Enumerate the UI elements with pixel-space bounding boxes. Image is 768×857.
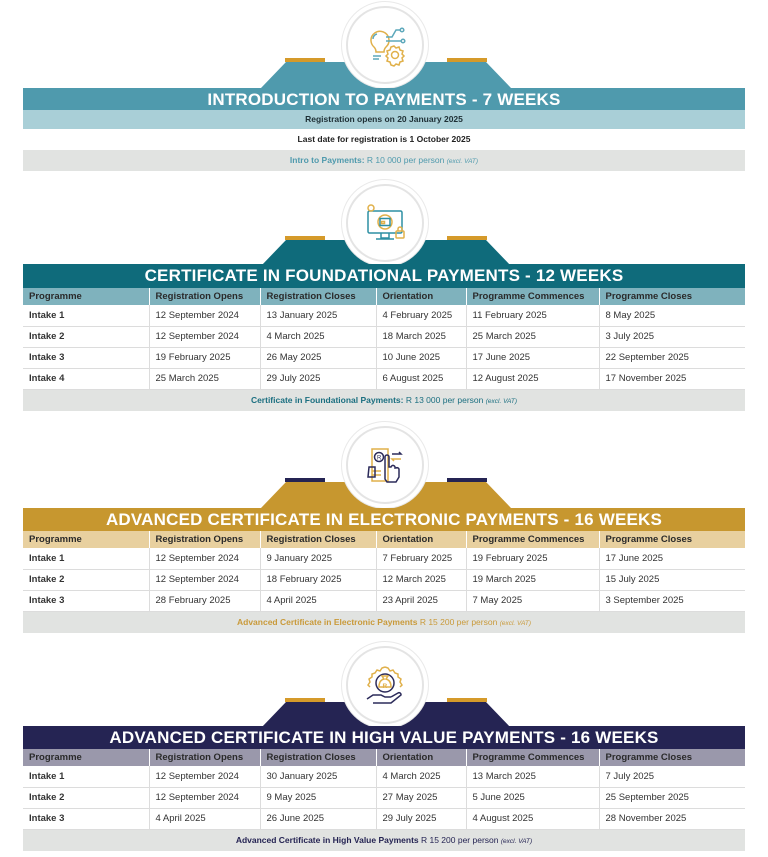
intro-price [23, 150, 745, 171]
cell-registration-opens: 19 February 2025 [149, 347, 260, 368]
col-header-registration-closes: Registration Closes [260, 531, 376, 548]
cell-programme-commences: 5 June 2025 [466, 787, 599, 808]
cell-programme-closes: 3 July 2025 [599, 326, 745, 347]
col-header-registration-opens: Registration Opens [149, 531, 260, 548]
cell-registration-closes: 18 February 2025 [260, 569, 376, 590]
cell-programme-closes: 15 July 2025 [599, 569, 745, 590]
highvalue-price-note: (excl. VAT) [500, 838, 533, 845]
svg-text:R: R [377, 455, 382, 462]
cell-registration-closes: 4 April 2025 [260, 590, 376, 611]
cell-registration-closes: 13 January 2025 [260, 305, 376, 326]
table-row [23, 305, 745, 326]
cell-orientation: 29 July 2025 [376, 808, 466, 829]
highvalue-table [23, 749, 745, 830]
highvalue-price-value: R 15 200 per person [418, 835, 501, 845]
cell-registration-opens: 12 September 2024 [149, 548, 260, 569]
col-header-programme: Programme [23, 749, 149, 766]
cell-programme: Intake 2 [23, 787, 149, 808]
cell-programme: Intake 4 [23, 368, 149, 389]
cell-programme-closes: 17 November 2025 [599, 368, 745, 389]
highvalue-price-label: Advanced Certificate in High Value Payments [235, 835, 419, 845]
table-row [23, 548, 745, 569]
cell-programme-closes: 3 September 2025 [599, 590, 745, 611]
svg-text:R: R [382, 683, 388, 690]
cell-programme: Intake 3 [23, 808, 149, 829]
col-header-orientation: Orientation [376, 749, 466, 766]
cell-registration-opens: 28 February 2025 [149, 590, 260, 611]
intro-price-value: R 10 000 per person [364, 155, 447, 165]
cell-programme-closes: 8 May 2025 [599, 305, 745, 326]
cell-programme: Intake 1 [23, 766, 149, 787]
cell-orientation: 6 August 2025 [376, 368, 466, 389]
cell-orientation: 4 February 2025 [376, 305, 466, 326]
table-header-row [23, 288, 745, 305]
table-row [23, 326, 745, 347]
table-row [23, 808, 745, 829]
cell-orientation: 23 April 2025 [376, 590, 466, 611]
col-header-programme-commences: Programme Commences [466, 288, 599, 305]
col-header-registration-closes: Registration Closes [260, 288, 376, 305]
cell-programme: Intake 3 [23, 590, 149, 611]
electronic-price-value: R 15 200 per person [417, 617, 500, 627]
electronic-price-note: (excl. VAT) [499, 620, 531, 627]
cell-programme-commences: 13 March 2025 [466, 766, 599, 787]
hand-tap-payment-icon [346, 426, 424, 504]
cell-programme: Intake 1 [23, 305, 149, 326]
intro-price-note: (excl. VAT) [446, 158, 479, 165]
foundational-section [23, 180, 745, 415]
electronic-section [23, 420, 745, 635]
table-header-row [23, 749, 745, 766]
table-row [23, 569, 745, 590]
col-header-registration-opens: Registration Opens [149, 749, 260, 766]
table-row [23, 590, 745, 611]
cell-programme: Intake 2 [23, 569, 149, 590]
lightbulb-gear-icon [346, 6, 424, 84]
cell-registration-opens: 12 September 2024 [149, 326, 260, 347]
hand-moneybag-gear-icon [346, 646, 424, 724]
cell-programme-closes: 25 September 2025 [599, 787, 745, 808]
cell-programme-closes: 7 July 2025 [599, 766, 745, 787]
col-header-registration-opens: Registration Opens [149, 288, 260, 305]
cell-registration-closes: 9 May 2025 [260, 787, 376, 808]
cell-orientation: 12 March 2025 [376, 569, 466, 590]
table-header-row [23, 531, 745, 548]
col-header-orientation: Orientation [376, 531, 466, 548]
electronic-table [23, 531, 745, 612]
cell-registration-closes: 29 July 2025 [260, 368, 376, 389]
electronic-price-label: Advanced Certificate in Electronic Payments [237, 617, 418, 627]
col-header-programme-commences: Programme Commences [466, 531, 599, 548]
table-row [23, 368, 745, 389]
cell-registration-closes: 30 January 2025 [260, 766, 376, 787]
cell-registration-closes: 9 January 2025 [260, 548, 376, 569]
table-row [23, 787, 745, 808]
cell-programme-commences: 19 February 2025 [466, 548, 599, 569]
intro-registration-opens: Registration opens on 20 January 2025 [23, 110, 745, 129]
cell-programme-commences: 25 March 2025 [466, 326, 599, 347]
col-header-programme-commences: Programme Commences [466, 749, 599, 766]
intro-title: INTRODUCTION TO PAYMENTS - 7 WEEKS [23, 88, 745, 112]
table-row [23, 347, 745, 368]
col-header-programme: Programme [23, 288, 149, 305]
cell-programme-commences: 11 February 2025 [466, 305, 599, 326]
cell-registration-closes: 26 May 2025 [260, 347, 376, 368]
cell-orientation: 27 May 2025 [376, 787, 466, 808]
cell-programme-commences: 19 March 2025 [466, 569, 599, 590]
table-row [23, 766, 745, 787]
cell-registration-opens: 12 September 2024 [149, 569, 260, 590]
cell-registration-closes: 4 March 2025 [260, 326, 376, 347]
foundational-price [23, 390, 745, 411]
col-header-programme-closes: Programme Closes [605, 534, 693, 545]
cell-programme-commences: 4 August 2025 [466, 808, 599, 829]
foundational-table [23, 288, 745, 390]
cell-programme-commences: 7 May 2025 [466, 590, 599, 611]
cell-programme-commences: 17 June 2025 [466, 347, 599, 368]
highvalue-section [23, 640, 745, 855]
cell-orientation: 7 February 2025 [376, 548, 466, 569]
cell-registration-opens: 25 March 2025 [149, 368, 260, 389]
cell-registration-opens: 12 September 2024 [149, 787, 260, 808]
highvalue-title: ADVANCED CERTIFICATE IN HIGH VALUE PAYMENTS - 16 WEEKS [23, 726, 745, 750]
electronic-title: ADVANCED CERTIFICATE IN ELECTRONIC PAYMENTS - 16 WEEKS [23, 508, 745, 532]
cell-registration-opens: 12 September 2024 [149, 766, 260, 787]
cell-programme: Intake 3 [23, 347, 149, 368]
highvalue-price [23, 830, 745, 851]
cell-registration-opens: 4 April 2025 [149, 808, 260, 829]
foundational-price-value: R 13 000 per person [403, 395, 486, 405]
intro-last-date: Last date for registration is 1 October 2025 [23, 129, 745, 150]
cell-programme: Intake 2 [23, 326, 149, 347]
computer-card-lock-icon [346, 184, 424, 262]
foundational-price-label: Certificate in Foundational Payments: [250, 395, 404, 405]
cell-programme-commences: 12 August 2025 [466, 368, 599, 389]
cell-orientation: 10 June 2025 [376, 347, 466, 368]
cell-programme-closes: 22 September 2025 [599, 347, 745, 368]
cell-registration-opens: 12 September 2024 [149, 305, 260, 326]
cell-programme-closes: 28 November 2025 [599, 808, 745, 829]
col-header-programme: Programme [23, 531, 149, 548]
cell-registration-closes: 26 June 2025 [260, 808, 376, 829]
cell-programme: Intake 1 [23, 548, 149, 569]
col-header-registration-closes: Registration Closes [260, 749, 376, 766]
col-header-programme-closes: Programme Closes [605, 752, 693, 763]
electronic-price [23, 612, 745, 633]
col-header-programme-closes: Programme Closes [605, 291, 693, 302]
cell-orientation: 4 March 2025 [376, 766, 466, 787]
intro-section [23, 0, 745, 172]
foundational-price-note: (excl. VAT) [485, 398, 518, 405]
cell-programme-closes: 17 June 2025 [599, 548, 745, 569]
col-header-orientation: Orientation [376, 288, 466, 305]
foundational-title: CERTIFICATE IN FOUNDATIONAL PAYMENTS - 12 WEEKS [23, 264, 745, 288]
intro-price-label: Intro to Payments: [289, 155, 365, 165]
cell-orientation: 18 March 2025 [376, 326, 466, 347]
